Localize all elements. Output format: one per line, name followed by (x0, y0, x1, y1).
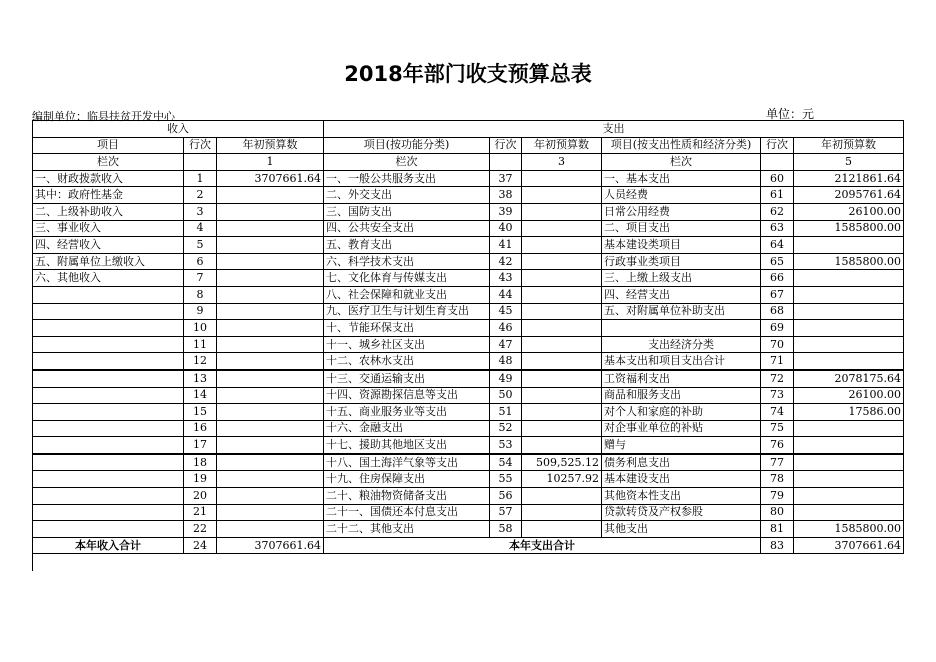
econ-row-no-cell[interactable]: 72 (761, 370, 794, 387)
econ-item-cell[interactable]: 日常公用经费 (602, 203, 761, 220)
econ-row-no-cell[interactable]: 77 (761, 454, 794, 471)
econ-budget-cell[interactable]: 17586.00 (794, 404, 904, 421)
func-budget-cell[interactable] (522, 170, 602, 187)
func-row-no-cell[interactable]: 58 (490, 521, 522, 538)
econ-item-cell[interactable]: 其他支出 (602, 521, 761, 538)
budget-table (32, 120, 904, 554)
func-row-no-cell[interactable]: 39 (490, 203, 522, 220)
table-row (33, 286, 904, 303)
econ-budget-cell[interactable]: 26100.00 (794, 387, 904, 404)
table-row (33, 336, 904, 353)
header-row-3 (33, 154, 904, 171)
func-budget-cell[interactable] (522, 253, 602, 270)
econ-row-no-cell[interactable]: 60 (761, 170, 794, 187)
income-total-row-no[interactable]: 24 (184, 537, 217, 554)
func-budget-cell[interactable]: 10257.92 (522, 471, 602, 488)
econ-budget-cell[interactable]: 2121861.64 (794, 170, 904, 187)
income-item-cell[interactable] (33, 370, 184, 387)
func-row-no-cell[interactable]: 51 (490, 404, 522, 421)
expense-total-row-no[interactable]: 83 (761, 537, 794, 554)
econ-budget-cell[interactable] (794, 420, 904, 437)
econ-budget-cell[interactable]: 1585800.00 (794, 253, 904, 270)
col-number-3[interactable]: 3 (522, 154, 602, 171)
income-item-cell[interactable] (33, 303, 184, 320)
income-row-no-cell[interactable]: 11 (184, 336, 217, 353)
income-item-cell[interactable] (33, 353, 184, 370)
econ-budget-cell[interactable] (794, 454, 904, 471)
func-item-cell[interactable]: 十一、城乡社区支出 (324, 336, 490, 353)
func-row-no-cell[interactable]: 54 (490, 454, 522, 471)
econ-budget-cell[interactable] (794, 437, 904, 454)
income-row-no-cell[interactable]: 9 (184, 303, 217, 320)
income-row-no-cell[interactable]: 13 (184, 370, 217, 387)
income-budget-cell[interactable] (217, 420, 324, 437)
econ-item-cell[interactable]: 三、上缴上级支出 (602, 270, 761, 287)
income-budget-cell[interactable] (217, 237, 324, 254)
cell[interactable] (184, 154, 217, 171)
col-header-budget[interactable]: 年初预算数 (794, 137, 904, 154)
func-item-cell[interactable]: 六、科学技术支出 (324, 253, 490, 270)
func-item-cell[interactable]: 二十一、国债还本付息支出 (324, 504, 490, 521)
col-header-item[interactable]: 项目 (33, 137, 184, 154)
func-row-no-cell[interactable]: 38 (490, 187, 522, 204)
econ-row-no-cell[interactable]: 73 (761, 387, 794, 404)
econ-item-cell[interactable]: 工资福利支出 (602, 370, 761, 387)
econ-row-no-cell[interactable]: 78 (761, 471, 794, 488)
econ-row-no-cell[interactable]: 66 (761, 270, 794, 287)
cell[interactable] (490, 154, 522, 171)
func-item-cell[interactable]: 二十、粮油物资储备支出 (324, 488, 490, 505)
func-item-cell[interactable]: 二十二、其他支出 (324, 521, 490, 538)
income-item-cell[interactable] (33, 420, 184, 437)
income-budget-cell[interactable] (217, 270, 324, 287)
func-budget-cell[interactable] (522, 488, 602, 505)
func-item-cell[interactable]: 十二、农林水支出 (324, 353, 490, 370)
table-row (33, 504, 904, 521)
col-header-row-no[interactable]: 行次 (490, 137, 522, 154)
econ-row-no-cell[interactable]: 75 (761, 420, 794, 437)
func-item-cell[interactable]: 十五、商业服务业等支出 (324, 404, 490, 421)
econ-item-cell[interactable]: 二、项目支出 (602, 220, 761, 237)
total-row (33, 537, 904, 554)
income-row-no-cell[interactable]: 21 (184, 504, 217, 521)
func-item-cell[interactable]: 九、医疗卫生与计划生育支出 (324, 303, 490, 320)
table-row (33, 303, 904, 320)
func-budget-cell[interactable] (522, 504, 602, 521)
table-row (33, 471, 904, 488)
income-row-no-cell[interactable]: 19 (184, 471, 217, 488)
func-row-no-cell[interactable]: 55 (490, 471, 522, 488)
func-row-no-cell[interactable]: 41 (490, 237, 522, 254)
econ-item-cell[interactable]: 基本建设支出 (602, 471, 761, 488)
func-item-cell[interactable]: 一、一般公共服务支出 (324, 170, 490, 187)
func-budget-cell[interactable] (522, 437, 602, 454)
income-item-cell[interactable] (33, 320, 184, 337)
func-budget-cell[interactable] (522, 286, 602, 303)
func-budget-cell[interactable] (522, 203, 602, 220)
econ-budget-cell[interactable] (794, 353, 904, 370)
func-item-cell[interactable]: 十九、住房保障支出 (324, 471, 490, 488)
income-budget-cell[interactable] (217, 336, 324, 353)
income-row-no-cell[interactable]: 14 (184, 387, 217, 404)
income-budget-cell[interactable] (217, 353, 324, 370)
econ-budget-cell[interactable]: 1585800.00 (794, 220, 904, 237)
income-item-cell[interactable] (33, 404, 184, 421)
econ-item-cell[interactable]: 五、对附属单位补助支出 (602, 303, 761, 320)
econ-item-cell[interactable] (602, 320, 761, 337)
func-budget-cell[interactable] (522, 353, 602, 370)
col-header-budget[interactable]: 年初预算数 (522, 137, 602, 154)
func-row-no-cell[interactable]: 44 (490, 286, 522, 303)
econ-row-no-cell[interactable]: 80 (761, 504, 794, 521)
income-budget-cell[interactable] (217, 187, 324, 204)
table-row (33, 370, 904, 387)
econ-item-cell[interactable]: 行政事业类项目 (602, 253, 761, 270)
econ-budget-cell[interactable]: 2095761.64 (794, 187, 904, 204)
func-item-cell[interactable]: 十、节能环保支出 (324, 320, 490, 337)
econ-item-cell[interactable]: 四、经营支出 (602, 286, 761, 303)
income-item-cell[interactable]: 六、其他收入 (33, 270, 184, 287)
econ-row-no-cell[interactable]: 81 (761, 521, 794, 538)
func-budget-cell[interactable] (522, 387, 602, 404)
income-budget-cell[interactable]: 3707661.64 (217, 170, 324, 187)
func-item-cell[interactable]: 二、外交支出 (324, 187, 490, 204)
table-row (33, 237, 904, 254)
table-row (33, 387, 904, 404)
income-budget-cell[interactable] (217, 253, 324, 270)
func-budget-cell[interactable]: 509,525.12 (522, 454, 602, 471)
income-budget-cell[interactable] (217, 370, 324, 387)
income-budget-cell[interactable] (217, 504, 324, 521)
col-number-5[interactable]: 5 (794, 154, 904, 171)
income-item-cell[interactable]: 一、财政拨款收入 (33, 170, 184, 187)
income-budget-cell[interactable] (217, 220, 324, 237)
income-budget-cell[interactable] (217, 387, 324, 404)
econ-item-cell[interactable]: 基本支出和项目支出合计 (602, 353, 761, 370)
header-row-1 (33, 121, 904, 138)
econ-budget-cell[interactable]: 26100.00 (794, 203, 904, 220)
income-row-no-cell[interactable]: 6 (184, 253, 217, 270)
econ-item-cell[interactable]: 其他资本性支出 (602, 488, 761, 505)
income-budget-cell[interactable] (217, 203, 324, 220)
income-total-value[interactable]: 3707661.64 (217, 537, 324, 554)
income-item-cell[interactable] (33, 387, 184, 404)
income-row-no-cell[interactable]: 7 (184, 270, 217, 287)
income-row-no-cell[interactable]: 10 (184, 320, 217, 337)
econ-row-no-cell[interactable]: 71 (761, 353, 794, 370)
func-item-cell[interactable]: 四、公共安全支出 (324, 220, 490, 237)
income-budget-cell[interactable] (217, 521, 324, 538)
func-item-cell[interactable]: 八、社会保障和就业支出 (324, 286, 490, 303)
col-number-1[interactable]: 1 (217, 154, 324, 171)
border-line (32, 553, 33, 571)
econ-item-cell[interactable]: 人员经费 (602, 187, 761, 204)
col-header-budget[interactable]: 年初预算数 (217, 137, 324, 154)
income-budget-cell[interactable] (217, 320, 324, 337)
income-item-cell[interactable] (33, 286, 184, 303)
func-budget-cell[interactable] (522, 336, 602, 353)
income-item-cell[interactable] (33, 336, 184, 353)
table-row (33, 437, 904, 454)
func-budget-cell[interactable] (522, 237, 602, 254)
func-row-no-cell[interactable]: 46 (490, 320, 522, 337)
lanci-label[interactable]: 栏次 (324, 154, 490, 171)
func-row-no-cell[interactable]: 53 (490, 437, 522, 454)
econ-row-no-cell[interactable]: 74 (761, 404, 794, 421)
table-row (33, 420, 904, 437)
income-item-cell[interactable]: 二、上级补助收入 (33, 203, 184, 220)
func-item-cell[interactable]: 十七、援助其他地区支出 (324, 437, 490, 454)
func-row-no-cell[interactable]: 40 (490, 220, 522, 237)
lanci-label[interactable]: 栏次 (602, 154, 761, 171)
econ-row-no-cell[interactable]: 70 (761, 336, 794, 353)
table-row (33, 320, 904, 337)
func-row-no-cell[interactable]: 42 (490, 253, 522, 270)
econ-budget-cell[interactable]: 2078175.64 (794, 370, 904, 387)
table-row (33, 404, 904, 421)
econ-row-no-cell[interactable]: 69 (761, 320, 794, 337)
econ-item-cell[interactable]: 基本建设类项目 (602, 237, 761, 254)
table-row (33, 253, 904, 270)
col-header-row-no[interactable]: 行次 (184, 137, 217, 154)
func-item-cell[interactable]: 十八、国土海洋气象等支出 (324, 454, 490, 471)
income-budget-cell[interactable] (217, 286, 324, 303)
income-row-no-cell[interactable]: 22 (184, 521, 217, 538)
func-row-no-cell[interactable]: 52 (490, 420, 522, 437)
income-item-cell[interactable] (33, 471, 184, 488)
income-budget-cell[interactable] (217, 404, 324, 421)
econ-item-cell[interactable]: 赠与 (602, 437, 761, 454)
func-budget-cell[interactable] (522, 370, 602, 387)
unit-label: 单位：元 (766, 107, 815, 121)
func-budget-cell[interactable] (522, 303, 602, 320)
income-item-cell[interactable] (33, 437, 184, 454)
econ-row-no-cell[interactable]: 63 (761, 220, 794, 237)
econ-row-no-cell[interactable]: 67 (761, 286, 794, 303)
income-row-no-cell[interactable]: 16 (184, 420, 217, 437)
econ-item-cell[interactable]: 贷款转贷及产权参股 (602, 504, 761, 521)
func-budget-cell[interactable] (522, 404, 602, 421)
income-budget-cell[interactable] (217, 303, 324, 320)
econ-item-cell[interactable]: 一、基本支出 (602, 170, 761, 187)
expense-total-value[interactable]: 3707661.64 (794, 537, 904, 554)
income-row-no-cell[interactable]: 15 (184, 404, 217, 421)
func-budget-cell[interactable] (522, 270, 602, 287)
col-header-econ-item[interactable]: 项目(按支出性质和经济分类) (602, 137, 761, 154)
func-row-no-cell[interactable]: 48 (490, 353, 522, 370)
table-row (33, 187, 904, 204)
col-header-row-no[interactable]: 行次 (761, 137, 794, 154)
col-header-func-item[interactable]: 项目(按功能分类) (324, 137, 490, 154)
econ-budget-cell[interactable]: 1585800.00 (794, 521, 904, 538)
income-header[interactable]: 收入 (33, 121, 324, 138)
income-row-no-cell[interactable]: 5 (184, 237, 217, 254)
func-budget-cell[interactable] (522, 521, 602, 538)
econ-budget-cell[interactable] (794, 270, 904, 287)
table-row (33, 203, 904, 220)
org-label: 编制单位：临县扶贫开发中心 (32, 110, 175, 123)
func-item-cell[interactable]: 十三、交通运输支出 (324, 370, 490, 387)
income-item-cell[interactable] (33, 521, 184, 538)
income-item-cell[interactable]: 三、事业收入 (33, 220, 184, 237)
table-row (33, 521, 904, 538)
econ-budget-cell[interactable] (794, 471, 904, 488)
func-row-no-cell[interactable]: 45 (490, 303, 522, 320)
econ-item-cell[interactable]: 债务利息支出 (602, 454, 761, 471)
income-row-no-cell[interactable]: 12 (184, 353, 217, 370)
func-row-no-cell[interactable]: 37 (490, 170, 522, 187)
income-item-cell[interactable] (33, 504, 184, 521)
income-budget-cell[interactable] (217, 488, 324, 505)
income-row-no-cell[interactable]: 1 (184, 170, 217, 187)
econ-row-no-cell[interactable]: 64 (761, 237, 794, 254)
func-row-no-cell[interactable]: 56 (490, 488, 522, 505)
income-row-no-cell[interactable]: 3 (184, 203, 217, 220)
econ-budget-cell[interactable] (794, 286, 904, 303)
econ-budget-cell[interactable] (794, 303, 904, 320)
income-item-cell[interactable] (33, 454, 184, 471)
income-row-no-cell[interactable]: 20 (184, 488, 217, 505)
func-row-no-cell[interactable]: 50 (490, 387, 522, 404)
func-item-cell[interactable]: 十四、资源勘探信息等支出 (324, 387, 490, 404)
income-row-no-cell[interactable]: 4 (184, 220, 217, 237)
econ-row-no-cell[interactable]: 68 (761, 303, 794, 320)
econ-budget-cell[interactable] (794, 237, 904, 254)
cell[interactable] (761, 154, 794, 171)
func-item-cell[interactable]: 十六、金融支出 (324, 420, 490, 437)
func-row-no-cell[interactable]: 57 (490, 504, 522, 521)
econ-row-no-cell[interactable]: 61 (761, 187, 794, 204)
func-budget-cell[interactable] (522, 320, 602, 337)
page-title: 2018年部门收支预算总表 (344, 62, 592, 86)
func-row-no-cell[interactable]: 43 (490, 270, 522, 287)
income-row-no-cell[interactable]: 8 (184, 286, 217, 303)
econ-budget-cell[interactable] (794, 504, 904, 521)
income-item-cell[interactable]: 五、附属单位上缴收入 (33, 253, 184, 270)
income-item-cell[interactable]: 四、经营收入 (33, 237, 184, 254)
econ-row-no-cell[interactable]: 79 (761, 488, 794, 505)
header-row-2 (33, 137, 904, 154)
expense-total-label[interactable]: 本年支出合计 (324, 537, 761, 554)
expense-header[interactable]: 支出 (324, 121, 904, 138)
func-item-cell[interactable]: 七、文化体育与传媒支出 (324, 270, 490, 287)
func-row-no-cell[interactable]: 49 (490, 370, 522, 387)
econ-item-cell[interactable]: 支出经济分类 (602, 336, 761, 353)
table-row (33, 488, 904, 505)
income-row-no-cell[interactable]: 18 (184, 454, 217, 471)
table-row (33, 270, 904, 287)
func-budget-cell[interactable] (522, 420, 602, 437)
table-row (33, 220, 904, 237)
func-row-no-cell[interactable]: 47 (490, 336, 522, 353)
func-item-cell[interactable]: 三、国防支出 (324, 203, 490, 220)
econ-row-no-cell[interactable]: 62 (761, 203, 794, 220)
table-row (33, 353, 904, 370)
income-budget-cell[interactable] (217, 471, 324, 488)
econ-item-cell[interactable]: 对个人和家庭的补助 (602, 404, 761, 421)
econ-row-no-cell[interactable]: 76 (761, 437, 794, 454)
econ-budget-cell[interactable] (794, 488, 904, 505)
income-budget-cell[interactable] (217, 454, 324, 471)
econ-budget-cell[interactable] (794, 336, 904, 353)
income-total-label[interactable]: 本年收入合计 (33, 537, 184, 554)
income-item-cell[interactable]: 其中：政府性基金 (33, 187, 184, 204)
income-item-cell[interactable] (33, 488, 184, 505)
lanci-label[interactable]: 栏次 (33, 154, 184, 171)
income-budget-cell[interactable] (217, 437, 324, 454)
table-row (33, 170, 904, 187)
econ-budget-cell[interactable] (794, 320, 904, 337)
econ-item-cell[interactable]: 对企事业单位的补贴 (602, 420, 761, 437)
func-item-cell[interactable]: 五、教育支出 (324, 237, 490, 254)
table-row (33, 454, 904, 471)
econ-item-cell[interactable]: 商品和服务支出 (602, 387, 761, 404)
func-budget-cell[interactable] (522, 220, 602, 237)
econ-row-no-cell[interactable]: 65 (761, 253, 794, 270)
func-budget-cell[interactable] (522, 187, 602, 204)
income-row-no-cell[interactable]: 2 (184, 187, 217, 204)
income-row-no-cell[interactable]: 17 (184, 437, 217, 454)
